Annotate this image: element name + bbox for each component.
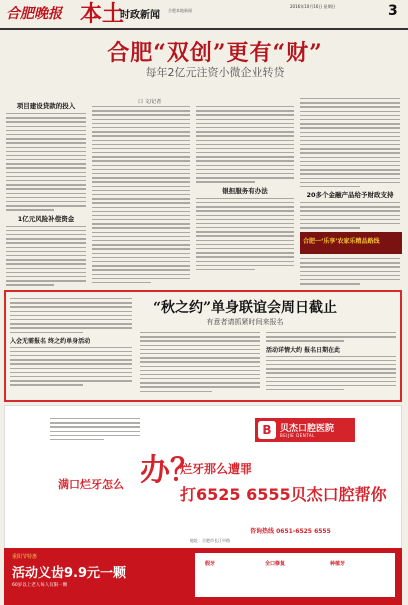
ad-brand-en: BEIJIE DENTAL — [280, 433, 315, 438]
article-text — [300, 258, 400, 285]
event-subhead-right: 活动详情大约 报名日期在此 — [266, 346, 341, 354]
event-subtitle: 有意者请抓紧时间来报名 — [206, 318, 284, 326]
article-text — [266, 356, 396, 391]
article-text — [140, 332, 260, 392]
right-column — [300, 98, 400, 190]
ad-left-head: 满口烂牙怎么 — [58, 478, 124, 491]
article-text — [10, 298, 132, 333]
section-name: 时政新闻 — [120, 10, 160, 21]
ad-phone: 打6525 6555贝杰口腔帮你 — [180, 485, 387, 504]
left-subhead-2: 1亿元风险补偿资金 — [17, 214, 75, 223]
event-right-column — [266, 332, 396, 393]
article-text — [92, 106, 190, 283]
article-text — [300, 98, 400, 187]
section-sub: 合肥本地新闻 — [168, 8, 192, 13]
ad-address: 地址：合肥市长江中路 — [190, 538, 230, 543]
ad-footer-item: 假牙 — [205, 561, 216, 567]
article-text — [196, 198, 294, 271]
event-subhead-left: 入会无需报名 终之约单身活动 — [10, 337, 91, 345]
ad-footer-item: 全口修复 — [265, 561, 286, 567]
section-mark: 本土 — [80, 1, 125, 27]
article-text — [10, 347, 132, 386]
ad-slogan: 烂牙那么遭罪 — [180, 462, 253, 476]
ad-footer-box — [195, 553, 395, 597]
ad-footer-top: 重阳节特惠 — [12, 554, 38, 560]
masthead-info: 2016年10月16日 星期日 — [290, 4, 336, 9]
left-column — [6, 98, 86, 289]
middle-subhead: 银担服务有办法 — [222, 186, 268, 195]
article-text — [6, 226, 86, 286]
ad-footer-item: 种植牙 — [330, 561, 346, 567]
article-text — [6, 113, 86, 211]
right-headline: 20多个金融产品给予财政支持 — [306, 191, 394, 199]
event-title: “秋之约”单身联谊会周日截止 — [152, 300, 338, 316]
tooth-logo-icon: B — [258, 421, 276, 439]
ad-hotline: 咨询热线 0651-6525 6555 — [250, 528, 331, 535]
page-number: 3 — [388, 3, 398, 19]
ad-footer-promo: 活动义齿9.9元一颗 — [12, 566, 127, 581]
main-subheadline: 每年2亿元注资小微企业转贷 — [145, 66, 285, 79]
middle-column-1 — [92, 106, 190, 286]
event-left-column — [10, 298, 132, 389]
ad-big-word: 办？ — [140, 453, 200, 488]
article-text — [196, 106, 294, 183]
middle-column-2 — [196, 106, 294, 273]
ad-brand: 贝杰口腔医院 — [280, 424, 335, 434]
right-column-bottom — [300, 258, 400, 287]
event-middle-column — [140, 332, 260, 395]
newspaper-logo: 合肥晚报 — [6, 6, 62, 22]
right-column-lower — [300, 202, 400, 231]
main-headline: 合肥“双创”更有“财” — [107, 40, 323, 66]
ad-intro-text — [50, 418, 140, 443]
right-banner-text: 合肥一‘乐享’农家乐精品路线 — [303, 238, 380, 245]
ad-footer-small: 60岁以上老人每人仅限一颗 — [12, 583, 68, 588]
article-text — [266, 332, 396, 342]
byline: 口 文/记者 — [138, 99, 162, 105]
masthead — [0, 0, 408, 30]
article-text — [300, 202, 400, 229]
left-subhead-1: 项目建设贷款的投入 — [16, 102, 76, 110]
